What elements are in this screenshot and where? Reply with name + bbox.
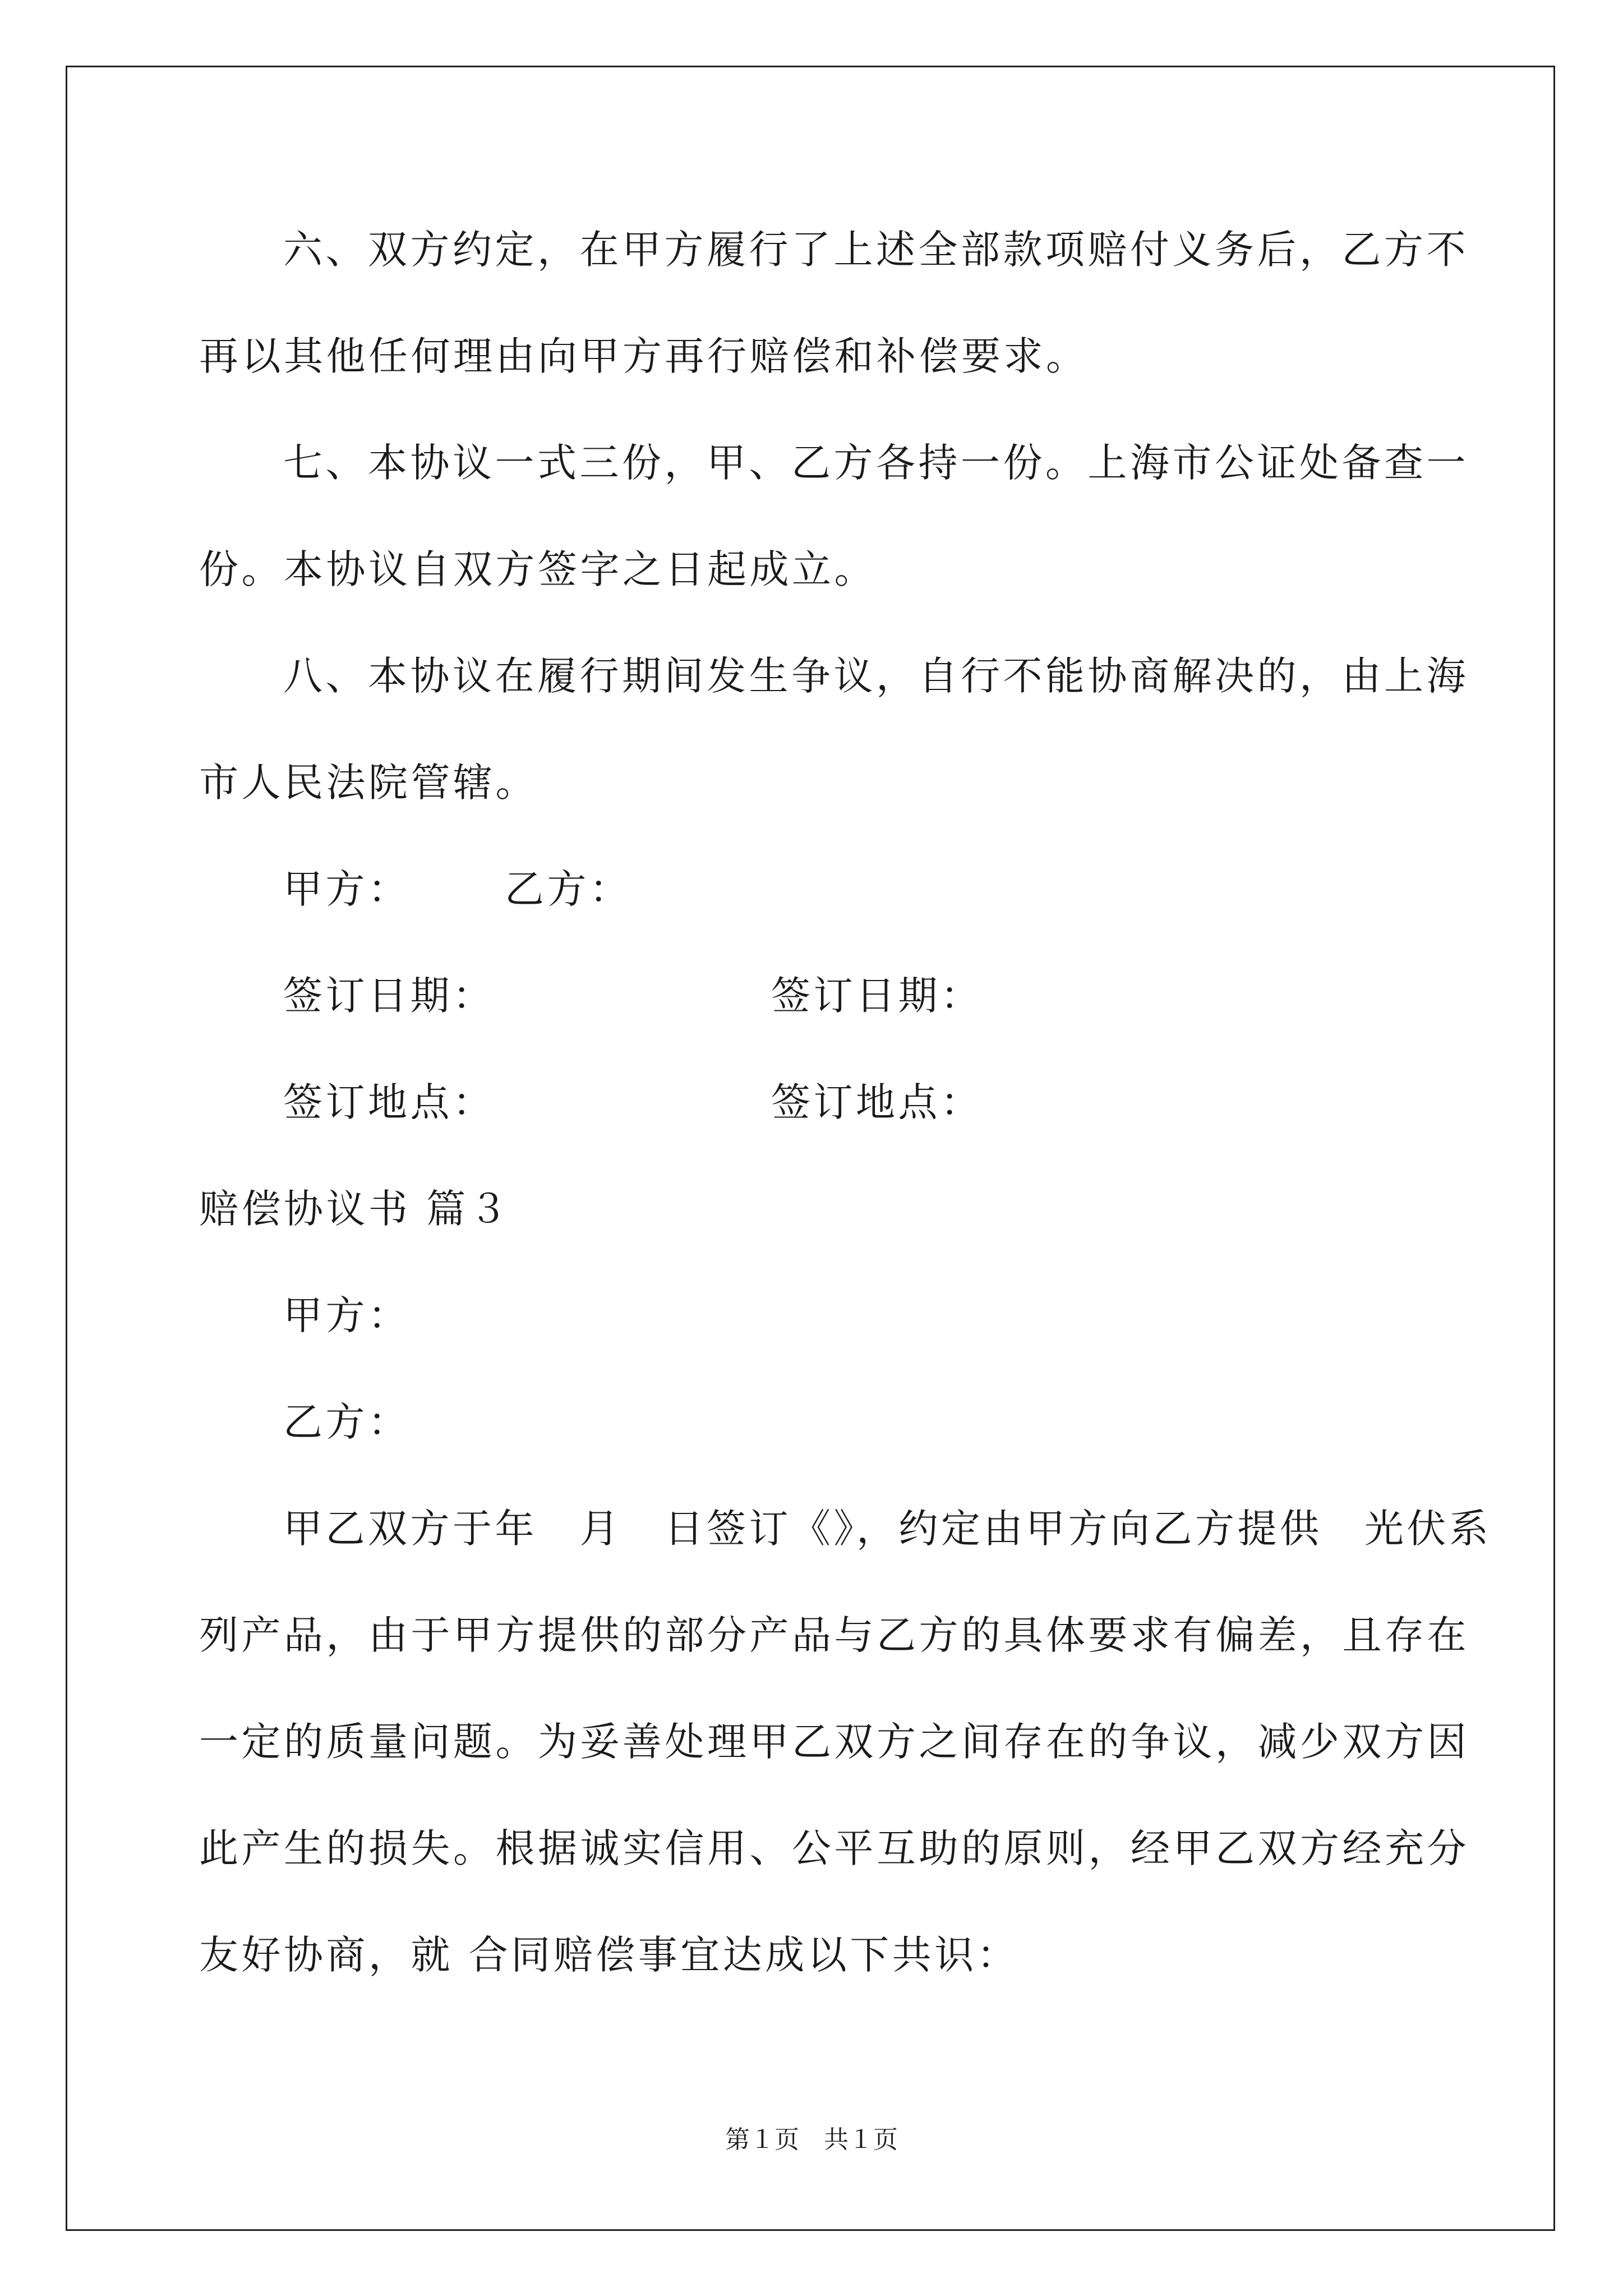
section3-paragraph-line-5: 友好协商，就 合同赔偿事宜达成以下共识： <box>199 1932 1020 1978</box>
sign-place-a-label: 签订地点： <box>283 1079 495 1125</box>
section3-party-a-label: 甲方： <box>283 1292 411 1338</box>
sign-date-a-label: 签订日期： <box>283 973 495 1019</box>
clause-6-line-1: 六、双方约定，在甲方履行了上述全部款项赔付义务后，乙方不 <box>283 227 1469 273</box>
page-border <box>66 66 1555 2231</box>
page-number-footer: 第１页 共１页 <box>725 2125 898 2154</box>
clause-7-line-2: 份。本协议自双方签字之日起成立。 <box>199 546 877 592</box>
section3-party-b-label: 乙方： <box>283 1399 411 1445</box>
party-a-label: 甲方： <box>283 866 411 912</box>
section-title: 赔偿协议书 篇３ <box>199 1186 511 1232</box>
section3-paragraph-line-1: 甲乙双方于年 月 日签订《》，约定由甲方向乙方提供 光伏系 <box>283 1506 1492 1552</box>
section3-paragraph-line-4: 此产生的损失。根据诚实信用、公平互助的原则，经甲乙双方经充分 <box>199 1825 1469 1871</box>
sign-place-b-label: 签订地点： <box>771 1079 983 1125</box>
clause-8-line-2: 市人民法院管辖。 <box>199 760 538 806</box>
party-b-label: 乙方： <box>505 866 632 912</box>
section3-paragraph-line-2: 列产品，由于甲方提供的部分产品与乙方的具体要求有偏差，且存在 <box>199 1612 1469 1658</box>
sign-date-b-label: 签订日期： <box>771 973 983 1019</box>
clause-6-line-2: 再以其他任何理由向甲方再行赔偿和补偿要求。 <box>199 333 1089 379</box>
clause-8-line-1: 八、本协议在履行期间发生争议，自行不能协商解决的，由上海 <box>283 653 1469 699</box>
clause-7-line-1: 七、本协议一式三份，甲、乙方各持一份。上海市公证处备查一 <box>283 440 1469 486</box>
section3-paragraph-line-3: 一定的质量问题。为妥善处理甲乙双方之间存在的争议，减少双方因 <box>199 1719 1469 1765</box>
